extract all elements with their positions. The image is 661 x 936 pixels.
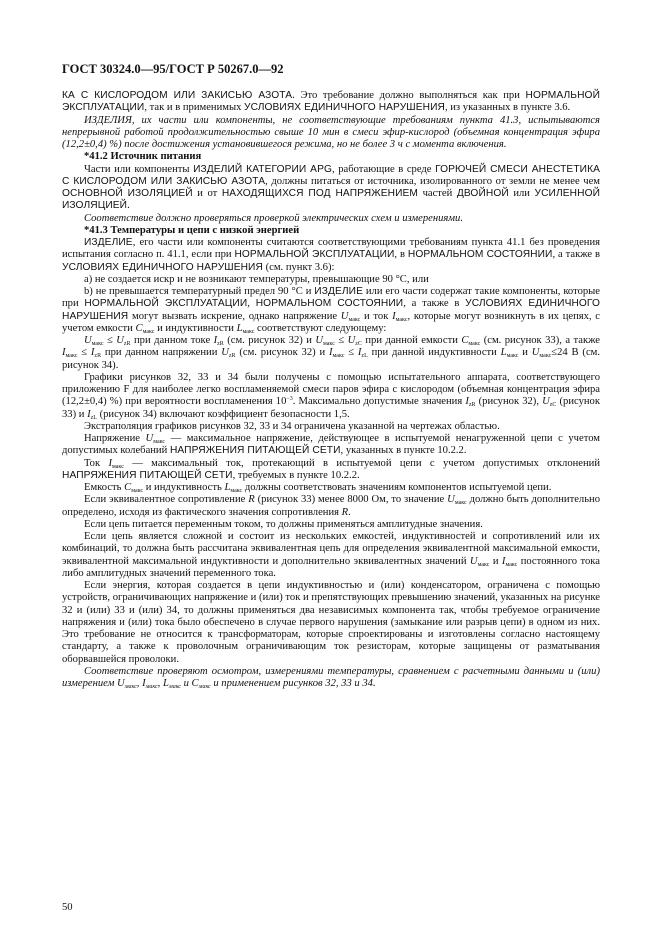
paragraph: ИЗДЕЛИЯ, их части или компоненты, не соответствующие требованиям пункта 41.3, испытываются непрерывной работой продолжительностью свыше 10 мин в смеси эфир-кислород (объемная концентрация эфира (12,2±0,4) %) после достижения установившегося режима, но не более 3 ч с момента включения.	[62, 114, 600, 150]
page-body	[62, 90, 600, 690]
paragraph: Части или компоненты ИЗДЕЛИЙ КАТЕГОРИИ APG, работающие в среде ГОРЮЧЕЙ СМЕСИ АНЕСТЕТИКА С КИСЛОРОДОМ ИЛИ ЗАКИСЬЮ АЗОТА, должны питаться от источника, изолированного от земли не менее чем ОСНОВНОЙ ИЗОЛЯЦИЕЙ и от НАХОДЯЩИХСЯ ПОД НАПРЯЖЕНИЕМ частей ДВОЙНОЙ или УСИЛЕННОЙ ИЗОЛЯЦИЕЙ.	[62, 163, 601, 212]
section-heading: *41.2 Источник питания	[84, 151, 202, 163]
page-header: ГОСТ 30324.0—95/ГОСТ Р 50267.0—92	[62, 62, 284, 76]
document-page	[62, 0, 600, 936]
paragraph: Графики рисунков 32, 33 и 34 были получены с помощью испытательного аппарата, соответствующего приложению F для наиболее легко воспламеняемой смеси паров эфира с кислородом (объемная концентрация эфира (12,2±0,4) %) при вероятности воспламенения $10^{-3}$. Максимально допустимые значения $I_{zR}$ (рисунок 32), $U_{zC}$ (рисунок 33) и $I_{zL}$ (рисунок 34) включают коэффициент безопасности 1,5.	[62, 371, 600, 421]
paragraph: Если цепь питается переменным током, то должны применяться амплитудные значения.	[84, 518, 483, 530]
paragraph: КА С КИСЛОРОДОМ ИЛИ ЗАКИСЬЮ АЗОТА. Это требование должно выполняться как при НОРМАЛЬНОЙ ЭКСПЛУАТАЦИИ, так и в применимых УСЛОВИЯХ ЕДИНИЧНОГО НАРУШЕНИЯ, из указанных в пункте 3.6.	[62, 90, 600, 114]
paragraph: Емкость $C_{макс}$ и индуктивность $L_{макс}$ должны соответствовать значениям компонентов испытуемой цепи.	[84, 482, 552, 494]
paragraph: Экстраполяция графиков рисунков 32, 33 и 34 ограничена указанной на чертежах областью.	[84, 420, 500, 432]
paragraph: Напряжение $U_{макс}$ — максимальное напряжение, действующее в испытуемой ненагруженной цепи с учетом допустимых колебаний НАПРЯЖЕНИЯ ПИТАЮЩЕЙ СЕТИ, указанных в пункте 10.2.2.	[62, 433, 601, 457]
paragraph: $U_{макс} \le U_{zR}$ при данном токе $I_{zR}$ (см. рисунок 32) и $U_{макс} \le U_{zC}$ при данной емкости $C_{макс}$ (см. рисунок 33), а также $I_{макс} \le I_{zR}$ при данном напряжении $U_{zR}$ (см. рисунок 32) и $I_{макс} \le I_{zL}$ при данной индуктивности $L_{макс}$ и $U_{макс}\le 24$ В (см. рисунок 34).	[62, 335, 600, 371]
paragraph: Ток $I_{макс}$ — максимальный ток, протекающий в испытуемой цепи с учетом допустимых отклонений НАПРЯЖЕНИЯ ПИТАЮЩЕЙ СЕТИ, требуемых в пункте 10.2.2.	[62, 457, 600, 481]
list-item: a) не создается искр и не возникают температуры, превышающие 90 °С, или	[84, 273, 429, 285]
paragraph: Соответствие проверяют осмотром, измерениями температуры, сравнением с расчетными данными и (или) измерением $U_{макс}$, $I_{макс}$, $L_{макс}$ и $C_{макс}$ и применением рисунков 32, 33 и 34.	[62, 665, 600, 690]
section-heading: *41.3 Температуры и цепи с низкой энергией	[84, 224, 300, 236]
paragraph: Если эквивалентное сопротивление R (рисунок 33) менее 8000 Ом, то значение $U_{макс}$ должно быть дополнительно определено, исходя из фактического значения сопротивления R.	[62, 494, 601, 518]
paragraph: Если цепь является сложной и состоит из нескольких емкостей, индуктивностей и сопротивлений или их комбинаций, то должна быть рассчитана эквивалентная цепь для определения эквивалентной максимальной емкости, эквивалентной максимальной индуктивности и дополнительно эквивалентных значений $U_{макс}$ и $I_{макс}$ постоянного тока либо амплитудных значений переменного тока.	[62, 531, 600, 579]
list-item: b) не превышается температурный предел 90 °С и ИЗДЕЛИЕ или его части содержат такие компоненты, которые при НОРМАЛЬНОЙ ЭКСПЛУАТАЦИИ, НОРМАЛЬНОМ СОСТОЯНИИ, а также в УСЛОВИЯХ ЕДИНИЧНОГО НАРУШЕНИЯ могут вызвать искрение, однако напряжение $U_{макс}$ и ток $I_{макс}$, которые могут возникнуть в их цепях, с учетом емкости $C_{макс}$ и индуктивности $L_{макс}$ соответствуют следующему:	[62, 286, 601, 335]
page-number: 50	[62, 902, 73, 913]
paragraph: ИЗДЕЛИЕ, его части или компоненты считаются соответствующими требованиям пункта 41.1 без проведения испытания согласно п. 41.1, если при НОРМАЛЬНОЙ ЭКСПЛУАТАЦИИ, в НОРМАЛЬНОМ СОСТОЯНИИ, а также в УСЛОВИЯХ ЕДИНИЧНОГО НАРУШЕНИЯ (см. пункт 3.6):	[62, 237, 600, 273]
paragraph: Соответствие должно проверяться проверкой электрических схем и измерениями.	[84, 212, 463, 224]
paragraph: Если энергия, которая создается в цепи индуктивностью и (или) конденсатором, ограничена с помощью устройств, ограничивающих напряжение и (или) ток и препятствующих превышению значений, указанных на рисунке 32 и (или) 33 и (или) 34, то должны применяться два независимых компонента так, чтобы требуемое ограничение напряжения и (или) тока было обеспечено в случае первого нарушения (замыкание или разрыв цепи) в одном из них. Это требование не относится к трансформаторам, которые спроектированы и изготовлены согласно настоящему стандарту, а также к проволочным ограничивающим ток резисторам, которые защищены от разматывания оборвавшейся проволоки.	[62, 580, 600, 665]
